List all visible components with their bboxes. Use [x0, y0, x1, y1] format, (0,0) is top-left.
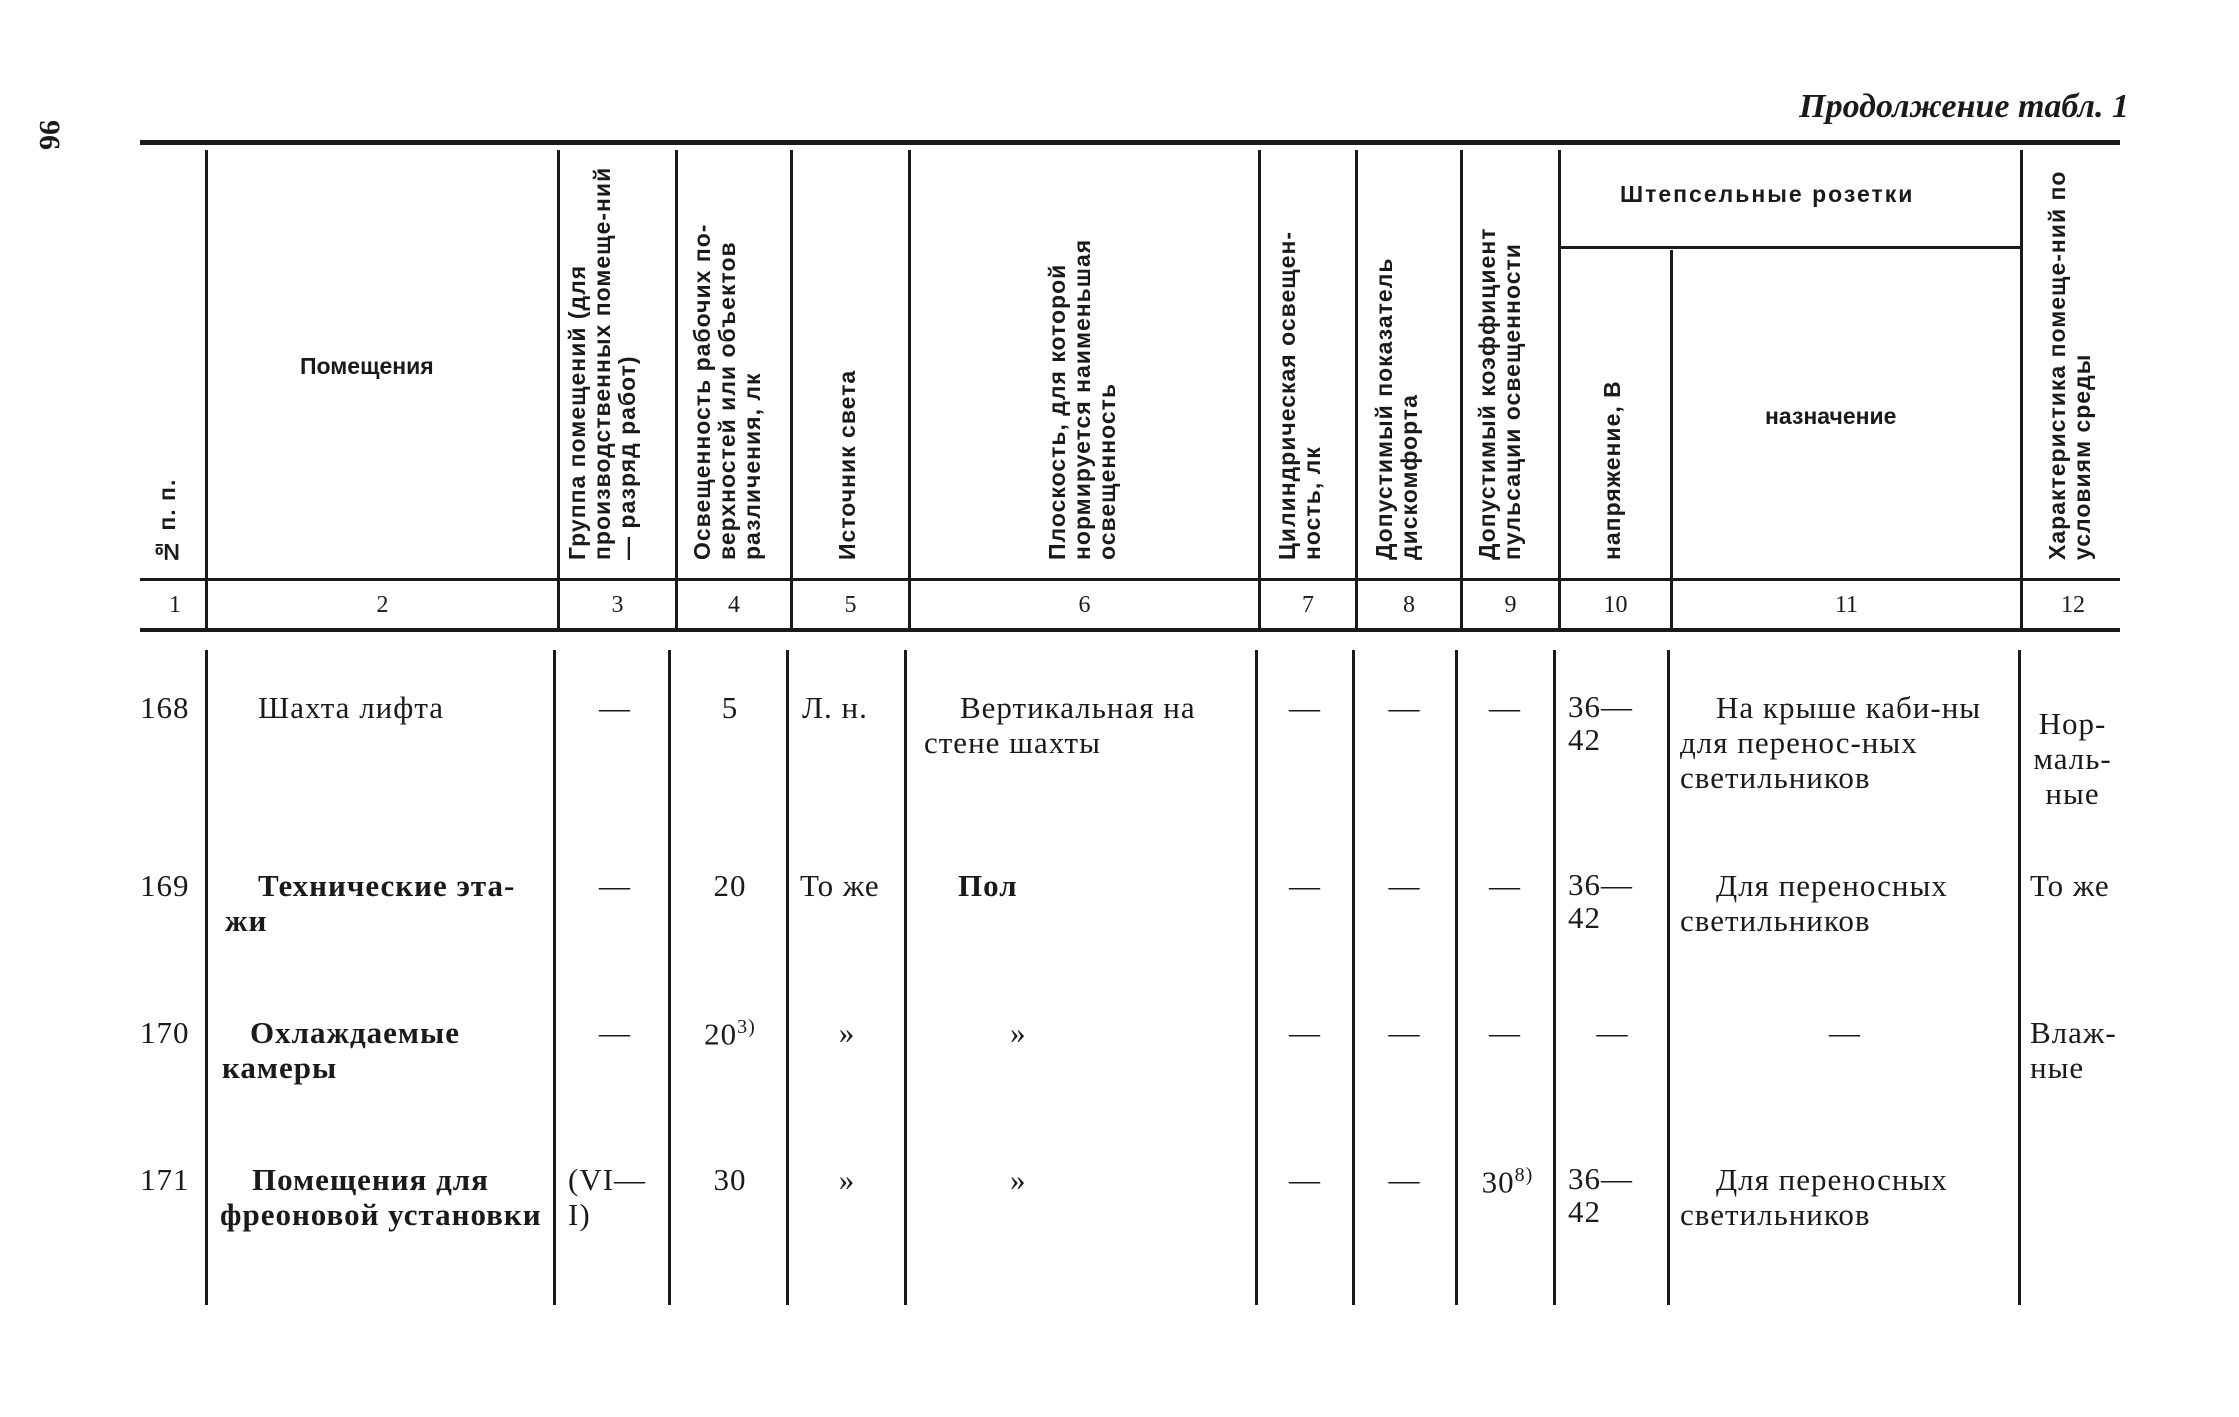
footnote-ref: 3) [737, 1016, 756, 1038]
header-purpose: назначение [1765, 403, 1897, 429]
footnote-ref: 8) [1514, 1164, 1534, 1186]
body-divider [205, 650, 208, 1305]
header-pulsation: Допустимый коэффициент пульсации освещенности [1474, 227, 1525, 560]
header-divider [1460, 150, 1463, 628]
header-divider [205, 150, 208, 628]
body-divider [1255, 650, 1258, 1305]
cylindrical: — [1289, 690, 1321, 725]
header-environment: Характеристика помеще-ний по условиям среды [2044, 170, 2095, 560]
cylindrical: — [1289, 868, 1321, 903]
plane: » [1010, 1162, 1027, 1197]
body-divider [1553, 650, 1556, 1305]
header-socket-group: Штепсельные розетки [1620, 181, 1915, 207]
socket-purpose: — [1829, 1015, 1861, 1050]
colnum-bottom-rule [140, 628, 2120, 632]
column-number: 9 [1504, 592, 1517, 618]
column-number: 3 [611, 592, 624, 618]
header-bottom-rule [140, 578, 2120, 581]
body-divider [668, 650, 671, 1305]
environment: Влаж-ные [2030, 1015, 2117, 1085]
light-source: » [838, 1162, 856, 1197]
socket-purpose: На крыше каби-ны для перенос-ных светильников [1680, 690, 1982, 795]
column-number: 2 [376, 592, 389, 618]
pulsation: — [1489, 690, 1521, 725]
header-discomfort: Допустимый показатель дискомфорта [1371, 257, 1422, 560]
voltage: 36—42 [1568, 867, 1633, 935]
room-group: — [599, 868, 631, 903]
discomfort: — [1388, 1015, 1421, 1050]
body-divider [1352, 650, 1355, 1305]
light-source: Л. н. [802, 690, 868, 725]
light-source: То же [800, 868, 880, 903]
header-voltage: напряжение, В [1599, 380, 1625, 560]
column-number: 12 [2061, 592, 2085, 618]
illuminance-value: 20 [704, 1016, 738, 1052]
header-cylindrical: Цилиндрическая освещен-ность, лк [1274, 230, 1325, 560]
column-number: 6 [1078, 592, 1091, 618]
header-divider [1258, 150, 1261, 628]
illuminance [680, 1010, 780, 1051]
room-group: — [599, 1015, 631, 1050]
column-number: 1 [169, 592, 181, 618]
environment: Нор-маль-ные [2033, 706, 2112, 811]
header-divider [1355, 150, 1358, 628]
header-rooms: Помещения [300, 353, 434, 379]
pulsation: — [1489, 868, 1521, 903]
room-name: Технические эта-жи [225, 868, 516, 938]
socket-group-rule [1560, 246, 2020, 249]
environment: То же [2030, 868, 2110, 903]
column-number: 11 [1834, 592, 1859, 618]
header-divider [557, 150, 560, 628]
header-divider [790, 150, 793, 628]
header-divider [1558, 150, 1561, 628]
room-group: — [599, 690, 631, 725]
column-number: 10 [1603, 592, 1628, 618]
socket-purpose: Для переносных светильников [1680, 868, 1948, 938]
column-number: 8 [1403, 592, 1415, 618]
cylindrical: — [1289, 1015, 1321, 1050]
voltage: — [1596, 1015, 1629, 1050]
room-name: Шахта лифта [258, 690, 445, 725]
header-illuminance: Освещенность рабочих по-верхностей или объектов различения, лк [689, 223, 765, 560]
cylindrical: — [1289, 1162, 1321, 1197]
illuminance: 30 [713, 1162, 747, 1197]
header-divider [1670, 250, 1673, 628]
header-room-group: Группа помещений (для производственных помеще-ний — разряд работ) [564, 166, 640, 560]
body-divider [1667, 650, 1670, 1305]
body-divider [2018, 650, 2021, 1305]
column-number: 7 [1302, 592, 1314, 618]
header-divider [908, 150, 911, 628]
column-number: 5 [844, 592, 857, 618]
plane: Вертикальная на стене шахты [924, 690, 1196, 760]
row-number: 170 [140, 1015, 190, 1050]
page-number: 96 [33, 120, 66, 150]
body-divider [904, 650, 907, 1305]
socket-purpose: Для переносных светильников [1680, 1162, 1948, 1232]
pulsation-value: 30 [1481, 1164, 1515, 1200]
plane: Пол [958, 868, 1018, 903]
body-divider [553, 650, 556, 1305]
light-source: » [838, 1015, 856, 1050]
illuminance: 20 [713, 868, 747, 903]
row-number: 169 [140, 868, 190, 903]
header-divider [2020, 150, 2023, 628]
pulsation [1460, 1158, 1555, 1199]
discomfort: — [1388, 868, 1421, 903]
header-divider [675, 150, 678, 628]
header-plane: Плоскость, для которой нормируется наименьшая освещенность [1044, 238, 1120, 560]
top-rule [140, 140, 2120, 145]
row-number: 171 [140, 1162, 190, 1197]
body-divider [786, 650, 789, 1305]
illuminance: 5 [721, 690, 739, 725]
discomfort: — [1388, 1162, 1421, 1197]
room-group: (VI—I) [568, 1162, 647, 1232]
plane: » [1010, 1015, 1027, 1050]
room-name: Помещения для фреоновой установки [220, 1162, 542, 1232]
continuation-title: Продолжение табл. 1 [1799, 88, 2129, 125]
header-row-number: № п. п. [154, 478, 180, 565]
column-number: 4 [728, 592, 740, 618]
room-name: Охлаждаемые камеры [222, 1015, 461, 1085]
voltage: 36—42 [1568, 1161, 1633, 1229]
discomfort: — [1388, 690, 1421, 725]
row-number: 168 [140, 690, 190, 725]
body-divider [1455, 650, 1458, 1305]
header-light-source: Источник света [834, 369, 860, 560]
pulsation: — [1489, 1015, 1521, 1050]
voltage: 36—42 [1568, 689, 1633, 757]
